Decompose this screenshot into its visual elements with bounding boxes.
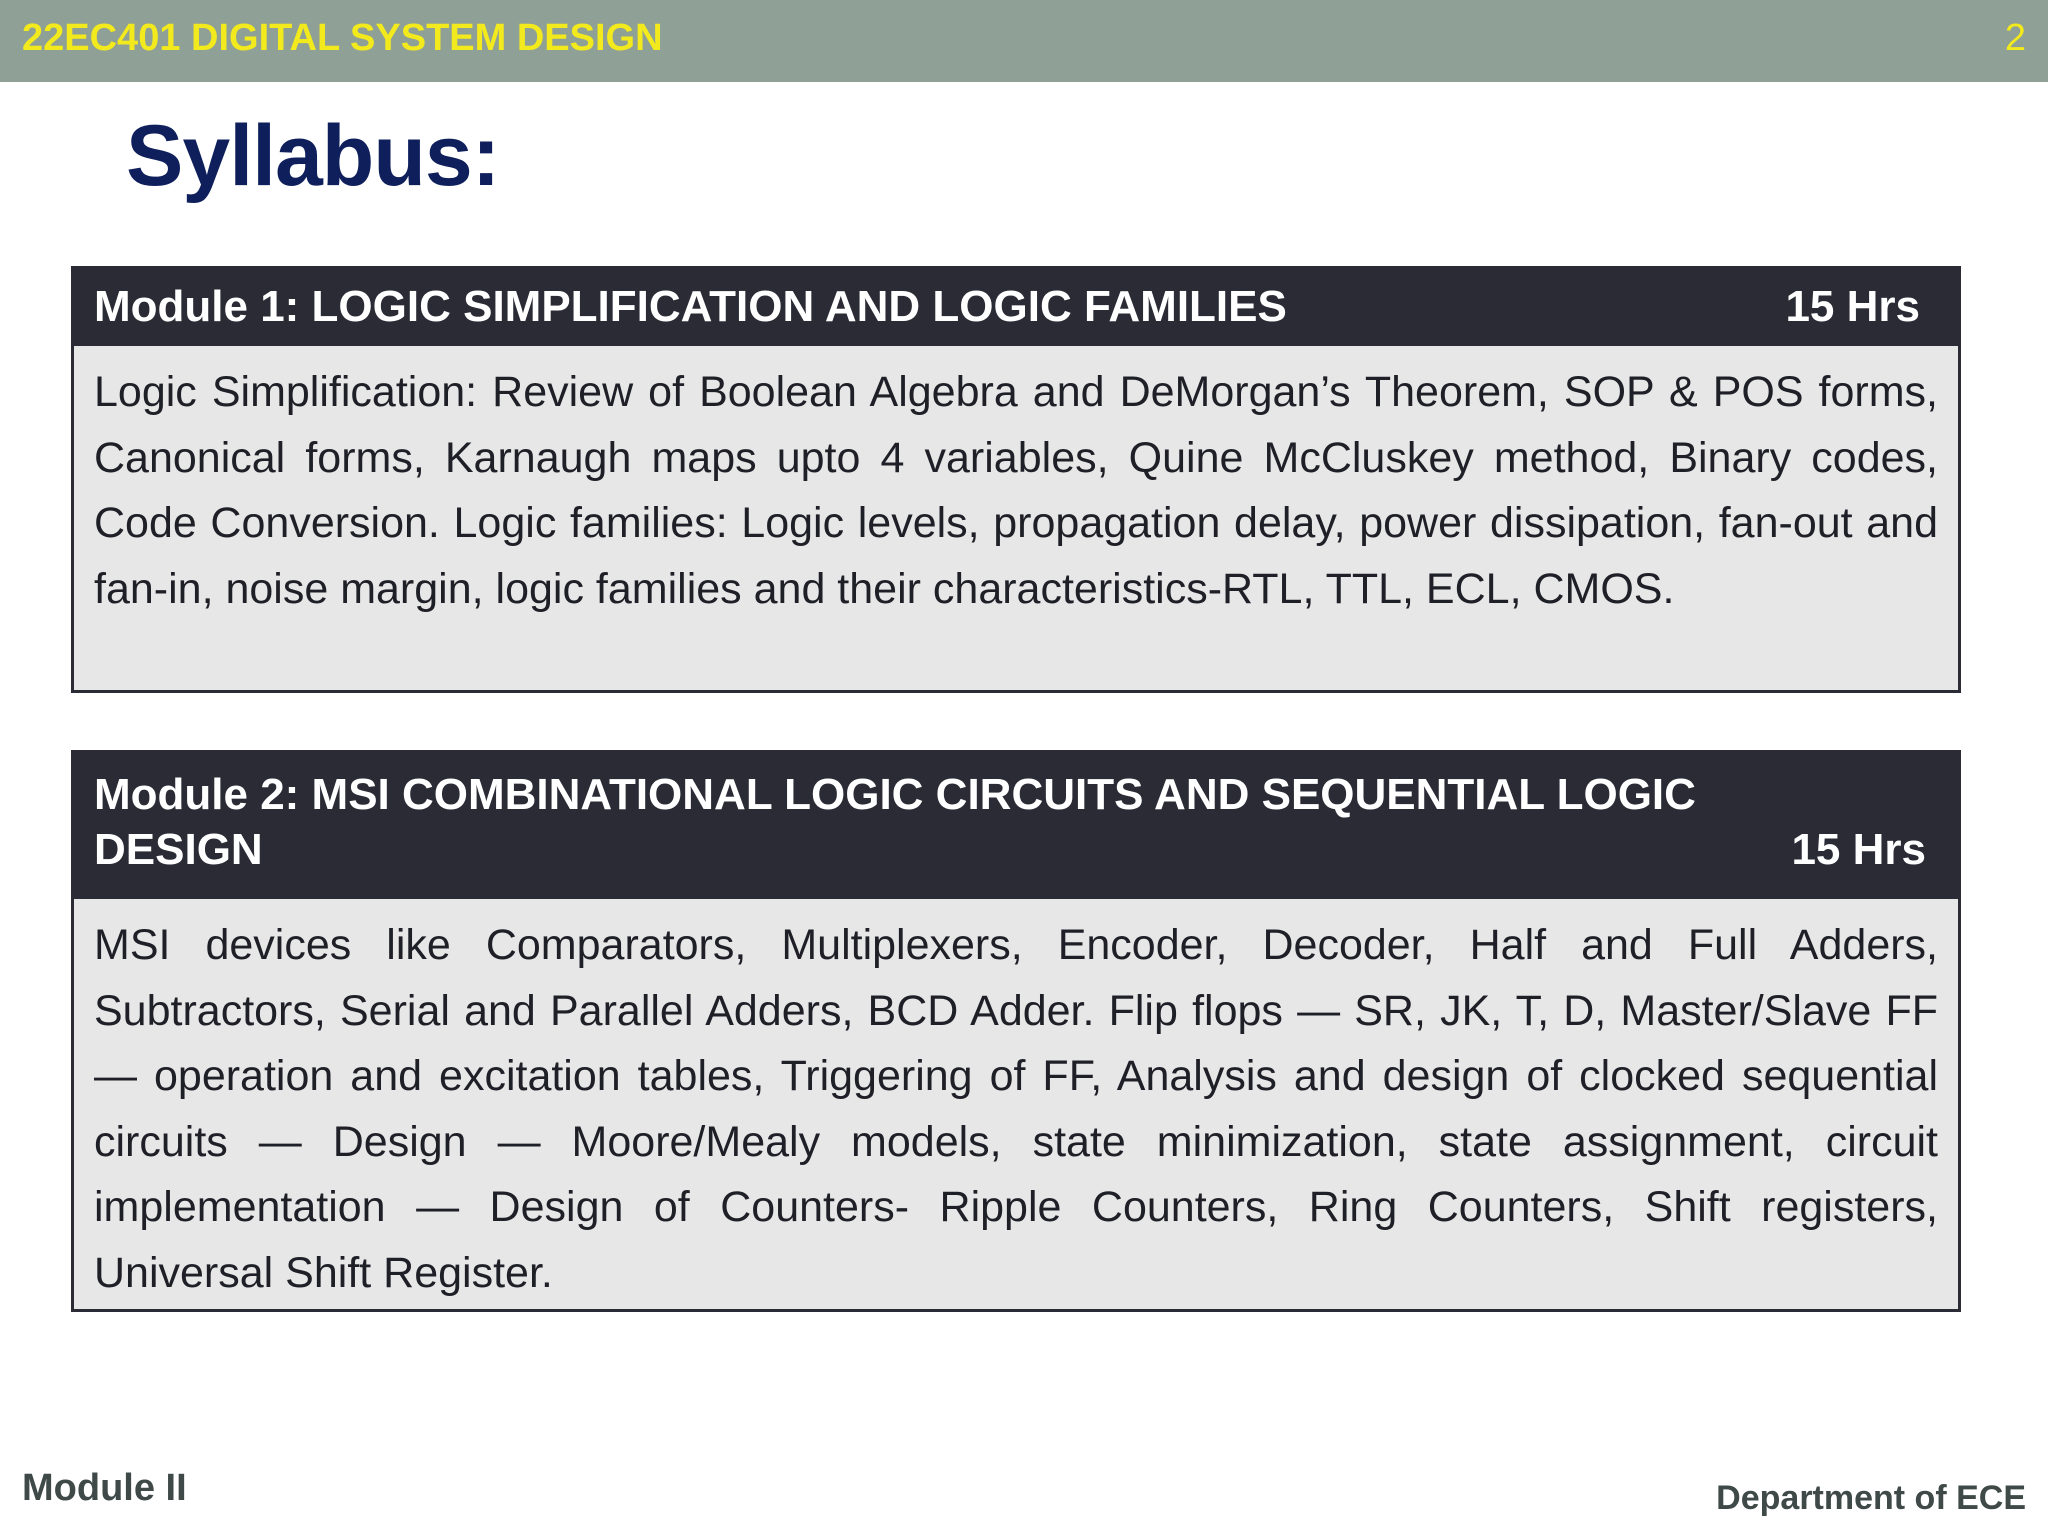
course-title: 22EC401 DIGITAL SYSTEM DESIGN <box>22 17 663 59</box>
module-2-content: MSI devices like Comparators, Multiplexers, Encoder, Decoder, Half and Full Adders, Subtractors, Serial and Parallel Adders, BCD Adder. Flip flops — SR, JK, T, D, Master/Slave FF — operation and excitation tables, Triggering of FF, Analysis and design of clocked sequential circuits — Design — Moore/Mealy models, state minimization, state assignment, circuit implementation — Design of Counters- Ripple Counters, Ring Counters, Shift registers, Universal Shift Register. <box>94 921 1938 1297</box>
module-1-hours: 15 Hrs <box>1785 282 1920 331</box>
footer-module-label: Module II <box>22 1467 187 1509</box>
page-title: Syllabus: <box>126 108 500 204</box>
module-1-content: Logic Simplification: Review of Boolean Algebra and DeMorgan’s Theorem, SOP & POS forms, Canonical forms, Karnaugh maps upto 4 variables, Quine McCluskey method, Binary codes, Code Conversion. Logic families: Logic levels, propagation delay, power dissipation, fan-out and fan-in, noise margin, logic families and their characteristics-RTL, TTL, ECL, CMOS. <box>94 368 1938 613</box>
module-2-box <box>71 750 1961 1312</box>
module-1-box <box>71 266 1961 693</box>
slide-number: 2 <box>2004 17 2026 59</box>
module-1-header <box>74 269 1958 346</box>
module-2-header <box>74 753 1958 899</box>
header-bar <box>0 0 2048 82</box>
module-2-hours: 15 Hrs <box>1791 825 1926 874</box>
module-2-title: Module 2: MSI COMBINATIONAL LOGIC CIRCUITS AND SEQUENTIAL LOGIC DESIGN <box>94 770 1696 874</box>
module-1-title: Module 1: LOGIC SIMPLIFICATION AND LOGIC FAMILIES <box>94 282 1287 331</box>
footer-department: Department of ECE <box>1716 1479 2026 1517</box>
